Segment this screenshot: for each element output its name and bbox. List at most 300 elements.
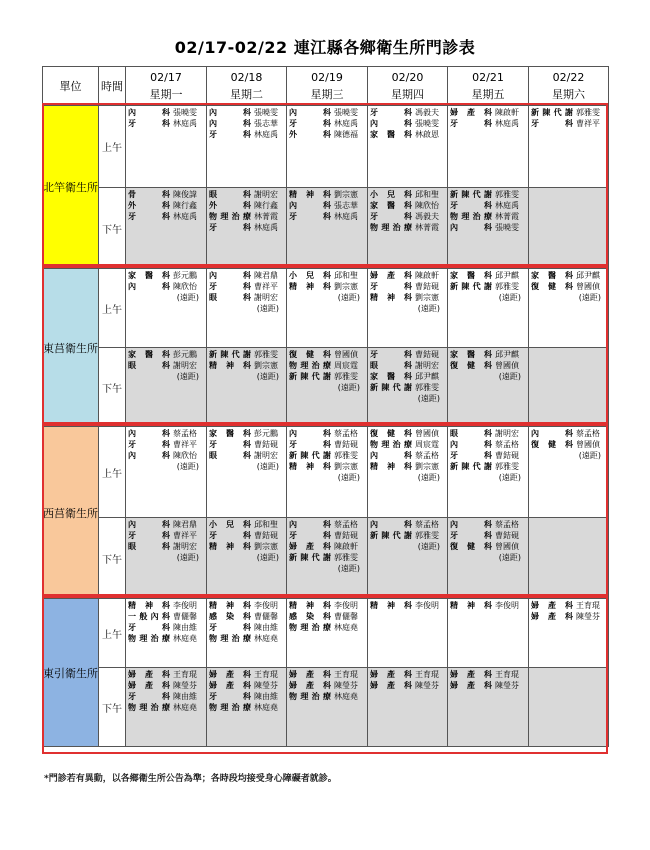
clinic-entry	[531, 118, 607, 129]
day-date: 02/19	[311, 71, 343, 84]
department: 內科	[289, 108, 331, 117]
department: 新陳代謝	[289, 553, 331, 562]
doctor-name: 曹銡硯	[415, 282, 439, 291]
clinic-entry	[289, 680, 366, 691]
department: 牙科	[289, 212, 331, 221]
doctor-name: 蔡孟格	[334, 520, 358, 529]
doctor-name: 張曉雯	[173, 108, 197, 117]
day-date: 02/17	[150, 71, 182, 84]
doctor-name: 劉宗憲	[254, 542, 278, 551]
doctor-name: 劉宗憲	[415, 293, 439, 302]
doctor-name: 彭元鵬	[173, 350, 197, 359]
department: 牙科	[370, 212, 412, 221]
doctor-name: 曹銡硯	[415, 350, 439, 359]
doctor-name: 陳由維	[254, 623, 278, 632]
day-weekday: 星期四	[391, 88, 424, 101]
doctor-name: 曹祥平	[254, 282, 278, 291]
day-header-3	[368, 67, 448, 106]
doctor-name: 張志華	[334, 201, 358, 210]
period-label: 上午	[99, 427, 126, 518]
clinic-entry	[531, 611, 607, 622]
clinic-entry	[370, 530, 446, 552]
doctor-name: 王育琨	[576, 601, 600, 610]
department: 家醫科	[209, 429, 251, 438]
unit-row-am	[43, 599, 609, 668]
clinic-entry	[289, 118, 366, 129]
clinic-entry	[370, 200, 446, 211]
unit-row-pm	[43, 188, 609, 269]
department: 內科	[450, 440, 492, 449]
doctor-name: 彭元鵬	[173, 271, 197, 280]
clinic-entry	[128, 200, 205, 211]
clinic-entry	[209, 107, 285, 118]
clinic-entry	[209, 541, 285, 563]
department: 牙科	[209, 623, 251, 632]
department: 家醫科	[128, 350, 170, 359]
clinic-entry	[450, 461, 527, 483]
doctor-name: 馮毅夫	[415, 212, 439, 221]
doctor-name: 林庭堯	[334, 692, 358, 701]
department: 婦產科	[209, 670, 251, 679]
clinic-entry	[289, 669, 366, 680]
schedule-cell	[368, 427, 448, 518]
department: 牙科	[450, 201, 492, 210]
clinic-entry	[209, 530, 285, 541]
clinic-entry	[450, 530, 527, 541]
department: 精神科	[289, 462, 331, 471]
clinic-entry	[370, 349, 446, 360]
doctor-name: 王育琨	[334, 670, 358, 679]
unit-row-pm	[43, 348, 609, 427]
department: 內科	[128, 108, 170, 117]
schedule-cell	[287, 518, 368, 599]
clinic-entry	[370, 371, 446, 382]
department: 小兒科	[370, 190, 412, 199]
doctor-name: 曾國偵	[495, 542, 519, 551]
doctor-name: 謝明宏	[254, 190, 278, 199]
remote-note: (遠距)	[337, 293, 360, 302]
doctor-name: 周宸霆	[415, 440, 439, 449]
clinic-entry	[450, 211, 527, 222]
clinic-entry	[370, 118, 446, 129]
schedule-cell	[448, 188, 529, 269]
remote-note: (遠距)	[256, 553, 279, 562]
unit-name: 東引衛生所	[43, 599, 99, 747]
doctor-name: 陳德福	[334, 130, 358, 139]
department: 家醫科	[531, 271, 573, 280]
clinic-entry	[128, 428, 205, 439]
clinic-entry	[370, 270, 446, 281]
clinic-entry	[289, 360, 366, 371]
clinic-entry	[128, 633, 205, 644]
doctor-name: 邱尹麒	[576, 271, 600, 280]
department: 婦產科	[531, 601, 573, 610]
department: 內科	[289, 201, 331, 210]
day-header-0	[126, 67, 207, 106]
department: 眼科	[450, 429, 492, 438]
clinic-entry	[370, 450, 446, 461]
doctor-name: 蔡孟格	[334, 429, 358, 438]
doctor-name: 曹儷馨	[254, 612, 278, 621]
schedule-cell	[207, 106, 287, 188]
schedule-cell	[126, 427, 207, 518]
clinic-entry	[209, 118, 285, 129]
department: 精神科	[289, 601, 331, 610]
schedule-cell	[126, 668, 207, 747]
department: 物理治療	[370, 440, 412, 449]
clinic-entry	[370, 189, 446, 200]
doctor-name: 劉宗憲	[334, 190, 358, 199]
doctor-name: 曹儷馨	[173, 612, 197, 621]
schedule-cell	[529, 106, 609, 188]
department: 物理治療	[209, 212, 251, 221]
doctor-name: 陳瑩芬	[576, 612, 600, 621]
remote-note: (遠距)	[498, 553, 521, 562]
clinic-entry	[370, 600, 446, 611]
department: 內科	[128, 520, 170, 529]
doctor-name: 王育琨	[254, 670, 278, 679]
department: 精神科	[370, 601, 412, 610]
doctor-name: 郭雅雯	[495, 282, 519, 291]
clinic-entry	[209, 691, 285, 702]
page-title: 02/17-02/22 連江縣各鄉衛生所門診表	[174, 38, 476, 57]
clinic-entry	[370, 428, 446, 439]
remote-note: (遠距)	[498, 372, 521, 381]
doctor-name: 曹銡硯	[495, 531, 519, 540]
schedule-cell	[448, 269, 529, 348]
clinic-entry	[209, 360, 285, 382]
clinic-entry	[370, 222, 446, 233]
schedule-cell	[126, 518, 207, 599]
department: 婦產科	[450, 681, 492, 690]
doctor-name: 林庭禹	[495, 119, 519, 128]
schedule-cell	[207, 427, 287, 518]
clinic-entry	[450, 281, 527, 303]
clinic-entry	[289, 281, 366, 303]
day-weekday: 星期六	[552, 88, 585, 101]
doctor-name: 邱和聖	[415, 190, 439, 199]
department: 婦產科	[370, 670, 412, 679]
department: 復健科	[531, 440, 573, 449]
schedule-cell	[448, 668, 529, 747]
clinic-entry	[531, 439, 607, 461]
schedule-cell	[529, 518, 609, 599]
doctor-name: 謝明宏	[173, 542, 197, 551]
clinic-entry	[450, 200, 527, 211]
department: 精神科	[370, 293, 412, 302]
doctor-name: 郭雅雯	[334, 451, 358, 460]
department: 新陳代謝	[531, 108, 573, 117]
doctor-name: 陳欣怡	[173, 282, 197, 291]
clinic-entry	[209, 428, 285, 439]
clinic-entry	[128, 541, 205, 563]
day-weekday: 星期二	[230, 88, 263, 101]
clinic-entry	[128, 107, 205, 118]
period-label: 下午	[99, 348, 126, 427]
doctor-name: 蔡孟格	[576, 429, 600, 438]
doctor-name: 劉宗憲	[415, 462, 439, 471]
department: 內科	[450, 223, 492, 232]
schedule-cell	[207, 668, 287, 747]
schedule-cell	[287, 668, 368, 747]
remote-note: (遠距)	[176, 553, 199, 562]
schedule-cell	[368, 106, 448, 188]
clinic-entry	[450, 360, 527, 382]
doctor-name: 王育琨	[173, 670, 197, 679]
department: 牙科	[289, 119, 331, 128]
department: 內科	[128, 282, 170, 291]
schedule-cell	[126, 106, 207, 188]
doctor-name: 陳欣怡	[173, 451, 197, 460]
clinic-entry	[289, 541, 366, 552]
clinic-entry	[531, 107, 607, 118]
department: 內科	[370, 119, 412, 128]
department: 牙科	[370, 108, 412, 117]
department: 物理治療	[209, 703, 251, 712]
doctor-name: 邱尹麒	[495, 271, 519, 280]
doctor-name: 陳由維	[254, 692, 278, 701]
clinic-entry	[128, 691, 205, 702]
department: 精神科	[370, 462, 412, 471]
schedule-cell	[368, 518, 448, 599]
clinic-entry	[209, 292, 285, 314]
department: 眼科	[128, 361, 170, 370]
clinic-entry	[209, 519, 285, 530]
doctor-name: 林庭禹	[173, 119, 197, 128]
doctor-name: 邱和聖	[254, 520, 278, 529]
footnote: *門診若有異動，以各鄉衛生所公告為準；各時段均接受身心障礙者就診。	[44, 774, 337, 784]
department: 物理治療	[128, 703, 170, 712]
doctor-name: 李俊明	[334, 601, 358, 610]
clinic-entry	[209, 189, 285, 200]
department: 牙科	[209, 531, 251, 540]
doctor-name: 張曉雯	[334, 108, 358, 117]
schedule-cell	[448, 106, 529, 188]
department: 內科	[209, 119, 251, 128]
clinic-entry	[128, 622, 205, 633]
department: 復健科	[450, 542, 492, 551]
schedule-cell	[287, 427, 368, 518]
clinic-entry	[289, 200, 366, 211]
doctor-name: 張曉雯	[415, 119, 439, 128]
clinic-entry	[370, 382, 446, 404]
department: 眼科	[209, 451, 251, 460]
day-date: 02/18	[230, 71, 263, 84]
unit-name: 西莒衛生所	[43, 427, 99, 599]
clinic-entry	[209, 222, 285, 233]
department: 婦產科	[370, 271, 412, 280]
department: 外科	[209, 201, 251, 210]
remote-note: (遠距)	[256, 304, 279, 313]
department: 精神科	[289, 190, 331, 199]
unit-row-pm	[43, 668, 609, 747]
department: 復健科	[531, 282, 573, 291]
department: 牙科	[450, 119, 492, 128]
department: 牙科	[531, 119, 573, 128]
department: 新陳代謝	[450, 462, 492, 471]
doctor-name: 林菁霞	[495, 212, 519, 221]
schedule-cell	[287, 348, 368, 427]
remote-note: (遠距)	[498, 293, 521, 302]
unit-column-header: 單位	[43, 67, 99, 106]
department: 內科	[531, 429, 573, 438]
doctor-name: 馮毅夫	[415, 108, 439, 117]
clinic-entry	[370, 281, 446, 292]
schedule-cell	[529, 188, 609, 269]
department: 牙科	[289, 440, 331, 449]
department: 婦產科	[450, 108, 492, 117]
day-date: 02/21	[472, 71, 504, 84]
department: 婦產科	[289, 542, 331, 551]
doctor-name: 林庭禹	[173, 212, 197, 221]
clinic-entry	[128, 702, 205, 713]
department: 家醫科	[128, 271, 170, 280]
department: 物理治療	[128, 634, 170, 643]
department: 眼科	[128, 542, 170, 551]
doctor-name: 陳君鼎	[173, 520, 197, 529]
clinic-entry	[289, 600, 366, 611]
department: 內科	[370, 451, 412, 460]
remote-note: (遠距)	[176, 372, 199, 381]
department: 家醫科	[370, 372, 412, 381]
doctor-name: 李俊明	[254, 601, 278, 610]
department: 牙科	[209, 282, 251, 291]
clinic-entry	[209, 211, 285, 222]
doctor-name: 郭雅雯	[415, 383, 439, 392]
department: 家醫科	[370, 130, 412, 139]
department: 外科	[128, 201, 170, 210]
doctor-name: 林庭禹	[254, 223, 278, 232]
doctor-name: 郭雅雯	[495, 462, 519, 471]
department: 骨科	[128, 190, 170, 199]
department: 精神科	[450, 601, 492, 610]
department: 復健科	[289, 350, 331, 359]
header-row	[43, 67, 609, 106]
doctor-name: 張志華	[254, 119, 278, 128]
clinic-entry	[289, 107, 366, 118]
clinic-entry	[289, 622, 366, 633]
clinic-entry	[209, 439, 285, 450]
clinic-entry	[128, 439, 205, 450]
department: 婦產科	[128, 681, 170, 690]
unit-name: 東莒衛生所	[43, 269, 99, 427]
schedule-body	[43, 106, 609, 747]
schedule-cell	[207, 518, 287, 599]
doctor-name: 曹祥平	[173, 531, 197, 540]
day-header-5	[529, 67, 609, 106]
unit-row-am	[43, 106, 609, 188]
department: 物理治療	[289, 623, 331, 632]
period-label: 上午	[99, 106, 126, 188]
department: 牙科	[370, 350, 412, 359]
doctor-name: 曹祥平	[576, 119, 600, 128]
schedule-cell	[287, 599, 368, 668]
department: 婦產科	[370, 681, 412, 690]
schedule-cell	[207, 269, 287, 348]
doctor-name: 曾國偵	[576, 440, 600, 449]
doctor-name: 陳啟軒	[415, 271, 439, 280]
clinic-entry	[128, 530, 205, 541]
doctor-name: 邱和聖	[334, 271, 358, 280]
doctor-name: 陳行鑫	[173, 201, 197, 210]
department: 小兒科	[289, 271, 331, 280]
doctor-name: 曾國偵	[334, 350, 358, 359]
clinic-entry	[289, 552, 366, 574]
clinic-entry	[450, 428, 527, 439]
department: 內科	[209, 108, 251, 117]
department: 眼科	[209, 293, 251, 302]
department: 新陳代謝	[370, 383, 412, 392]
clinic-entry	[370, 129, 446, 140]
period-label: 上午	[99, 269, 126, 348]
clinic-entry	[128, 669, 205, 680]
day-weekday: 星期三	[310, 88, 344, 101]
department: 家醫科	[450, 350, 492, 359]
schedule-cell	[529, 668, 609, 747]
clinic-entry	[450, 189, 527, 200]
doctor-name: 邱尹麒	[495, 350, 519, 359]
department: 婦產科	[289, 670, 331, 679]
clinic-entry	[370, 461, 446, 483]
department: 新陳代謝	[289, 451, 331, 460]
clinic-entry	[209, 281, 285, 292]
doctor-name: 林庭禹	[334, 119, 358, 128]
doctor-name: 陳君鼎	[254, 271, 278, 280]
schedule-cell	[287, 269, 368, 348]
unit-row-am	[43, 269, 609, 348]
schedule-cell	[368, 269, 448, 348]
doctor-name: 林庭堯	[334, 623, 358, 632]
department: 物理治療	[450, 212, 492, 221]
clinic-entry	[531, 270, 607, 281]
department: 新陳代謝	[450, 190, 492, 199]
clinic-entry	[450, 439, 527, 450]
doctor-name: 陳由維	[173, 623, 197, 632]
doctor-name: 林啟恩	[415, 130, 439, 139]
clinic-entry	[289, 461, 366, 483]
department: 復健科	[450, 361, 492, 370]
doctor-name: 曹銡硯	[495, 451, 519, 460]
department: 物理治療	[370, 223, 412, 232]
department: 內科	[128, 429, 170, 438]
doctor-name: 謝明宏	[173, 361, 197, 370]
clinic-entry	[370, 107, 446, 118]
doctor-name: 陳欣怡	[415, 201, 439, 210]
department: 新陳代謝	[370, 531, 412, 540]
doctor-name: 陳行鑫	[254, 201, 278, 210]
remote-note: (遠距)	[417, 394, 440, 403]
department: 眼科	[370, 361, 412, 370]
clinic-entry	[209, 600, 285, 611]
clinic-entry	[370, 292, 446, 314]
department: 牙科	[209, 130, 251, 139]
doctor-name: 王育琨	[415, 670, 439, 679]
doctor-name: 陳啟軒	[334, 542, 358, 551]
department: 外科	[289, 130, 331, 139]
clinic-entry	[450, 680, 527, 691]
remote-note: (遠距)	[337, 383, 360, 392]
schedule-cell	[448, 518, 529, 599]
clinic-entry	[289, 211, 366, 222]
doctor-name: 曹祥平	[173, 440, 197, 449]
department: 牙科	[128, 692, 170, 701]
clinic-entry	[289, 439, 366, 450]
clinic-entry	[289, 450, 366, 461]
clinic-entry	[128, 600, 205, 611]
doctor-name: 郭雅雯	[334, 372, 358, 381]
doctor-name: 陳瑩芬	[415, 681, 439, 690]
clinic-entry	[289, 349, 366, 360]
